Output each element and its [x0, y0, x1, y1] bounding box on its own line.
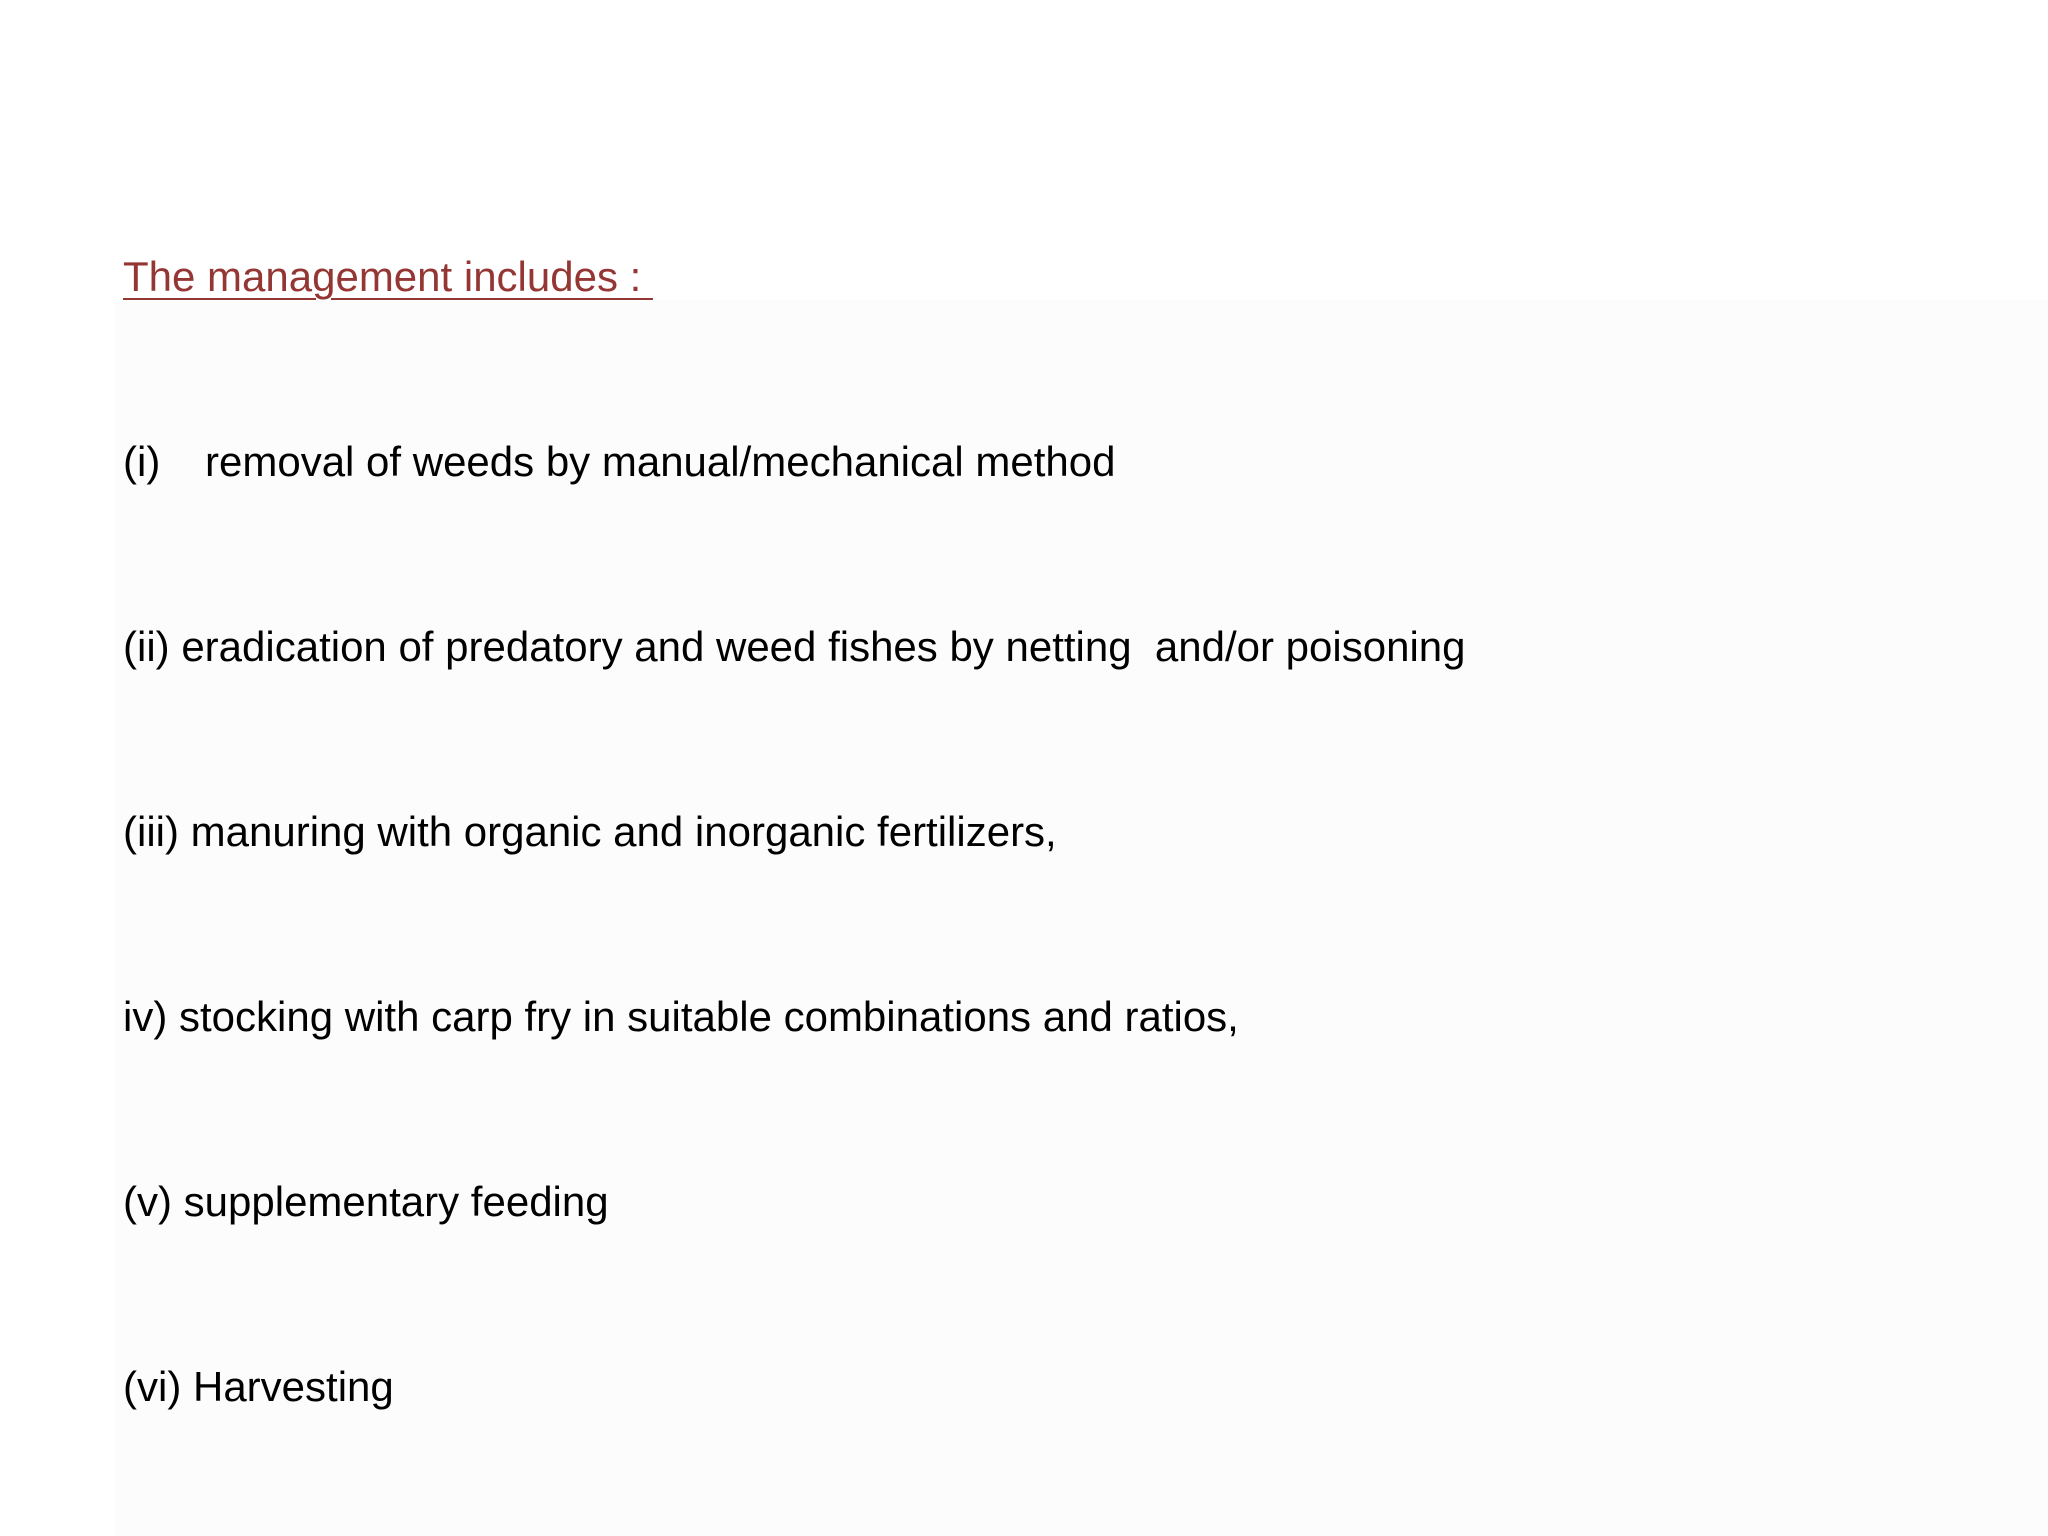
list-item — [123, 437, 1115, 487]
list-item-text: Harvesting — [192, 1363, 394, 1410]
list-item — [123, 1362, 394, 1412]
list-item — [123, 807, 1057, 857]
list-item-marker: (v) — [123, 1178, 172, 1225]
list-item-marker: (vi) — [123, 1363, 182, 1410]
list-item-marker: (ii) — [123, 623, 170, 670]
list-item — [123, 1177, 609, 1227]
list-item — [123, 992, 1239, 1042]
list-item-text: removal of weeds by manual/mechanical method — [205, 438, 1116, 485]
slide-heading: The management includes : — [123, 253, 653, 300]
list-item-text: stocking with carp fry in suitable combinations and ratios, — [179, 993, 1239, 1040]
list-item-marker: (i) — [123, 438, 161, 485]
list-item — [123, 622, 1466, 672]
list-item-text: manuring with organic and inorganic fertilizers, — [190, 808, 1057, 855]
list-item-text: supplementary feeding — [183, 1178, 609, 1225]
list-item-marker: (iii) — [123, 808, 179, 855]
list-item-text: eradication of predatory and weed fishes by netting and/or poisoning — [181, 623, 1466, 670]
list-item-marker: iv) — [123, 993, 168, 1040]
